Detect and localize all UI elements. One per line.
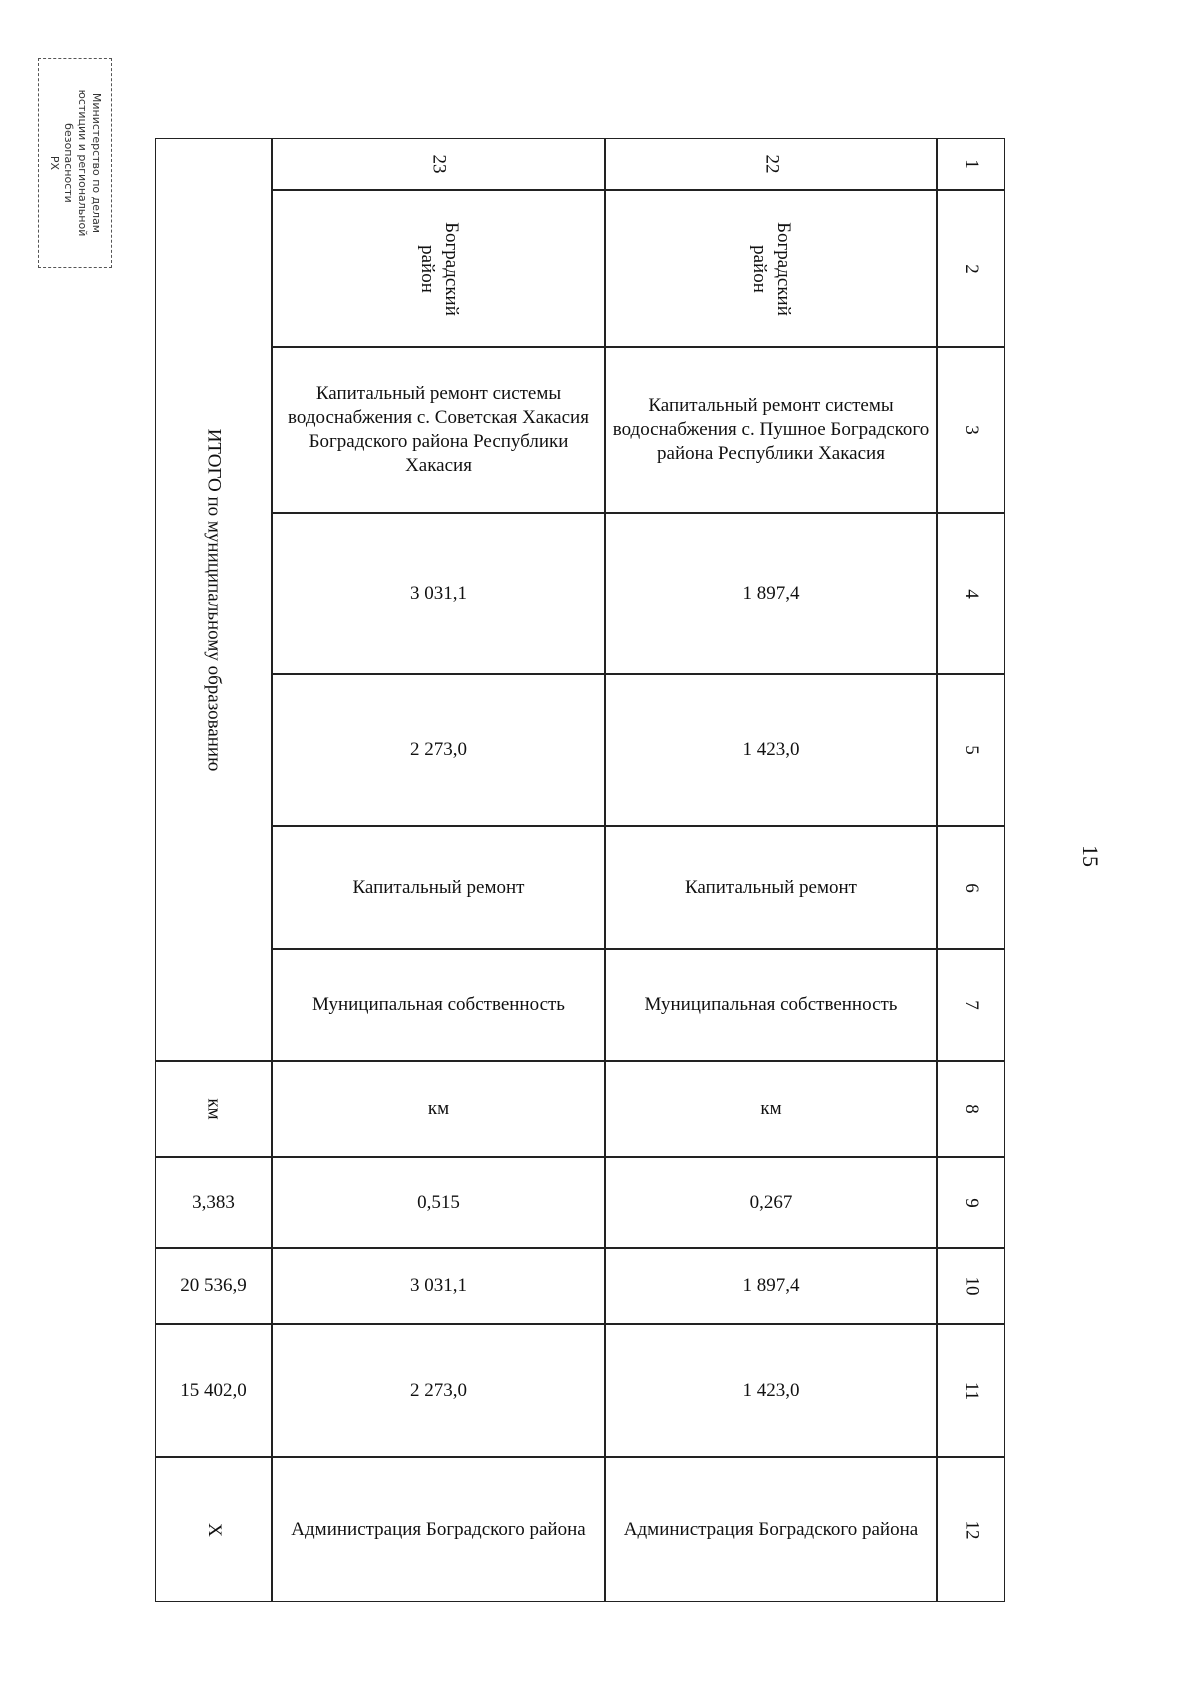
stamp-line: РХ: [48, 155, 61, 171]
header-cell: 8: [937, 1061, 1005, 1157]
total-col12: Х: [155, 1457, 272, 1602]
header-cell: 4: [937, 513, 1005, 674]
row-22-object: Капитальный ремонт системы водоснабжения с. Пушное Боградского района Республики Хакасия: [605, 347, 937, 513]
row-23-customer: Администрация Боградского района: [272, 1457, 605, 1602]
row-22-customer: Администрация Боградского района: [605, 1457, 937, 1602]
row-23-col11: 2 273,0: [272, 1324, 605, 1457]
stamp-text: [47, 63, 103, 263]
header-cell: 2: [937, 190, 1005, 347]
row-23-ownership: Муниципальная собственность: [272, 949, 605, 1061]
header-cell: 9: [937, 1157, 1005, 1248]
row-22-col11: 1 423,0: [605, 1324, 937, 1457]
page-number: 15: [1078, 845, 1103, 867]
row-23-unit: км: [272, 1061, 605, 1157]
row-22-number: 22: [605, 138, 937, 190]
header-cell: 6: [937, 826, 1005, 949]
row-22-col5: 1 423,0: [605, 674, 937, 826]
total-unit: км: [155, 1061, 272, 1157]
row-22-col10: 1 897,4: [605, 1248, 937, 1324]
header-cell: 3: [937, 347, 1005, 513]
header-cell: 11: [937, 1324, 1005, 1457]
total-col11: 15 402,0: [155, 1324, 272, 1457]
row-23-work-type: Капитальный ремонт: [272, 826, 605, 949]
total-label: ИТОГО по муниципальному образованию: [155, 138, 272, 1061]
row-22-col9: 0,267: [605, 1157, 937, 1248]
row-22-district: Боградский район: [605, 190, 937, 347]
stamp-line: Министерство по делам: [90, 92, 103, 234]
header-cell: 12: [937, 1457, 1005, 1602]
header-cell: 1: [937, 138, 1005, 190]
header-cell: 10: [937, 1248, 1005, 1324]
row-22-ownership: Муниципальная собственность: [605, 949, 937, 1061]
row-23-col5: 2 273,0: [272, 674, 605, 826]
header-cell: 7: [937, 949, 1005, 1061]
row-23-col10: 3 031,1: [272, 1248, 605, 1324]
total-col10: 20 536,9: [155, 1248, 272, 1324]
row-22-work-type: Капитальный ремонт: [605, 826, 937, 949]
row-23-object: Капитальный ремонт системы водоснабжения с. Советская Хакасия Боградского района Республики Хакасия: [272, 347, 605, 513]
header-cell: 5: [937, 674, 1005, 826]
stamp-line: юстиции и региональной: [76, 89, 89, 237]
row-23-col4: 3 031,1: [272, 513, 605, 674]
row-22-unit: км: [605, 1061, 937, 1157]
total-col9: 3,383: [155, 1157, 272, 1248]
registration-stamp: [38, 58, 112, 268]
row-23-col9: 0,515: [272, 1157, 605, 1248]
row-23-district: Боградский район: [272, 190, 605, 347]
row-23-number: 23: [272, 138, 605, 190]
row-22-col4: 1 897,4: [605, 513, 937, 674]
stamp-line: безопасности: [62, 123, 75, 203]
